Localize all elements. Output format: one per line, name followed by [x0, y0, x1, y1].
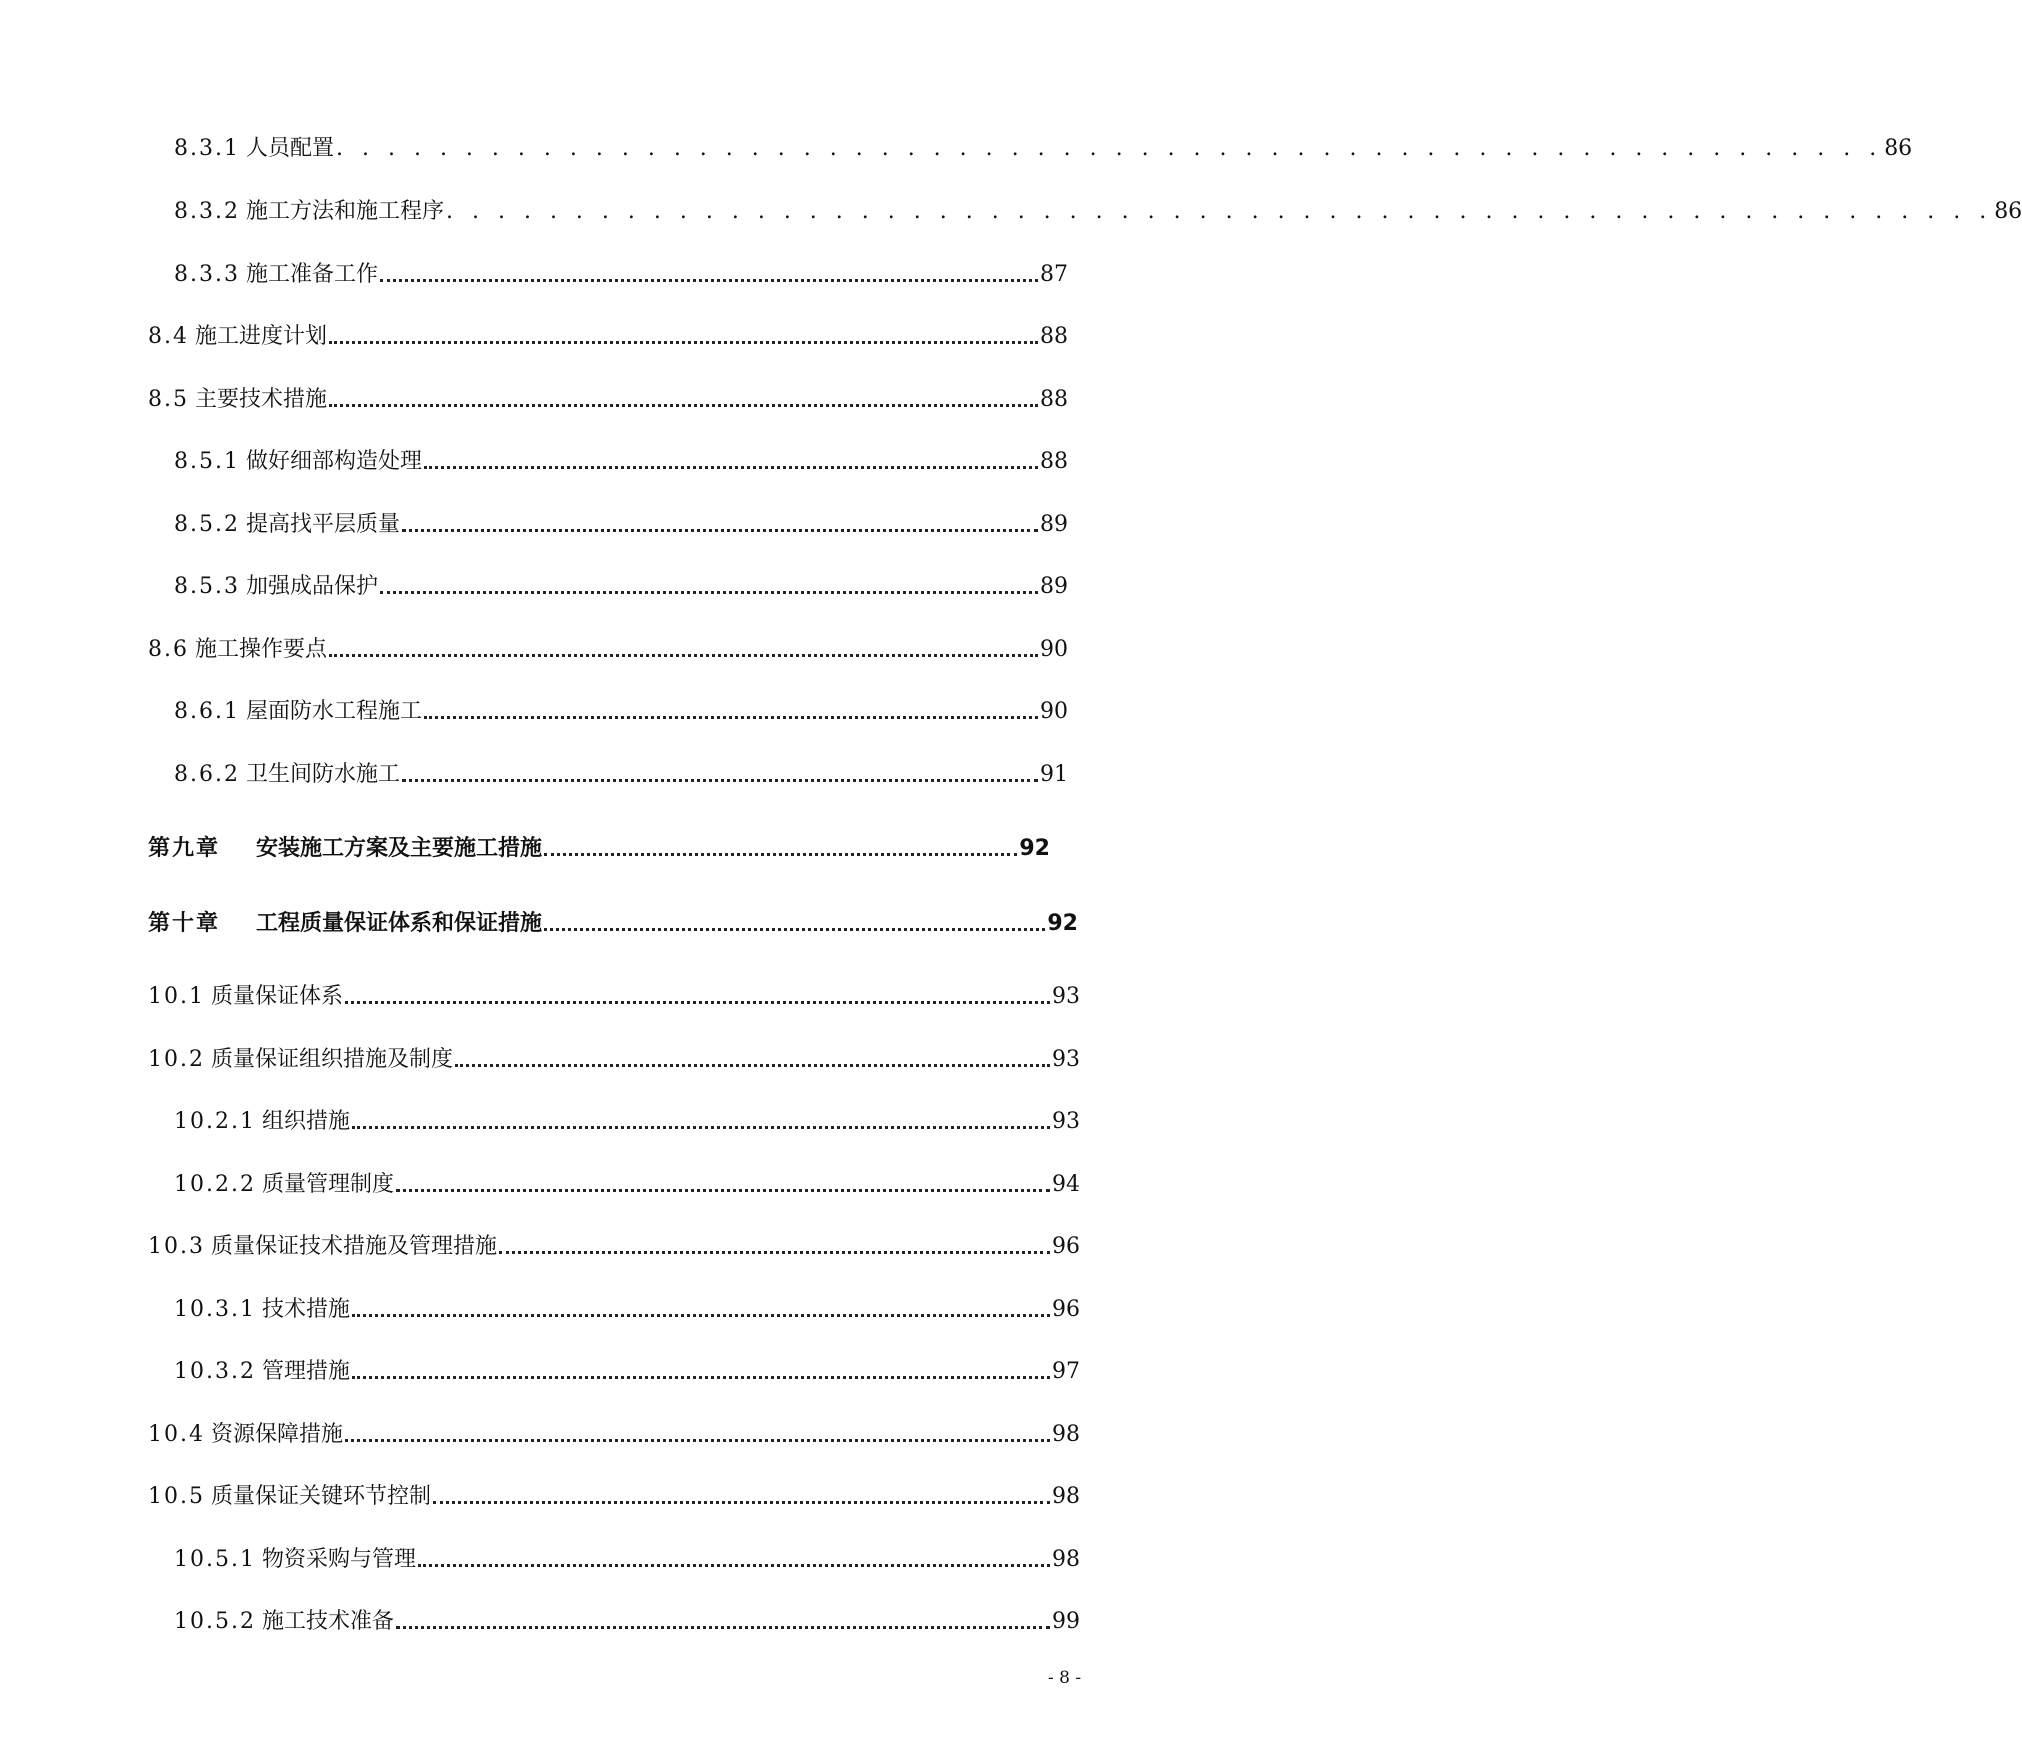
- toc-chapter-page: 92: [1019, 836, 1050, 861]
- toc-entry[interactable]: [148, 1482, 1080, 1512]
- toc-entry-number: 10.5: [148, 1484, 205, 1509]
- toc-entry[interactable]: [174, 760, 1068, 790]
- toc-chapter-title: 安装施工方案及主要施工措施: [256, 836, 543, 861]
- toc-entry-page: 96: [1052, 1234, 1080, 1259]
- toc-entry-title: 物资采购与管理: [261, 1547, 416, 1572]
- toc-entry-title: 施工进度计划: [195, 324, 328, 349]
- toc-entry[interactable]: [174, 572, 1068, 602]
- toc-entry-title: 施工技术准备: [261, 1609, 394, 1634]
- dot-leader: [329, 654, 1038, 657]
- toc-entry-page: 86: [1994, 199, 2022, 224]
- dot-leader: [396, 1626, 1050, 1629]
- toc-entry-page: 89: [1040, 512, 1068, 537]
- toc-entry[interactable]: [174, 1170, 1080, 1200]
- toc-entry-number: 8.4: [148, 324, 189, 349]
- toc-entry[interactable]: [174, 1107, 1080, 1137]
- toc-entry-number: 8.3.1: [174, 136, 240, 161]
- toc-entry-number: 10.2: [148, 1047, 205, 1072]
- toc-entry-title: 管理措施: [261, 1359, 350, 1384]
- dot-leader: . . . . . . . . . . . . . . . . . . . . . . . . . . . . . . . . . . . . . . . . . . . . . . . . . . . . . . . . . . . .: [336, 136, 1883, 161]
- toc-entry-page: 93: [1052, 984, 1080, 1009]
- dot-leader: [329, 341, 1038, 344]
- toc-entry[interactable]: [148, 322, 1068, 352]
- toc-entry-title: 施工准备工作: [245, 262, 378, 287]
- dot-leader: [380, 279, 1038, 282]
- toc-entry-page: 90: [1040, 637, 1068, 662]
- toc-entry-page: 93: [1052, 1109, 1080, 1134]
- dot-leader: [418, 1564, 1050, 1567]
- dot-leader: [455, 1064, 1050, 1067]
- toc-entry-title: 主要技术措施: [195, 387, 328, 412]
- toc-entry-number: 8.5.1: [174, 449, 240, 474]
- toc-entry-page: 90: [1040, 699, 1068, 724]
- toc-entry-title: 屋面防水工程施工: [245, 699, 422, 724]
- toc-entry-title: 质量保证体系: [210, 984, 343, 1009]
- dot-leader: [396, 1189, 1050, 1192]
- toc-entry-number: 8.5: [148, 387, 189, 412]
- toc-entry[interactable]: [148, 1232, 1080, 1262]
- dot-leader: [402, 529, 1038, 532]
- toc-entry-number: 8.3.3: [174, 262, 240, 287]
- toc-entry-title: 组织措施: [261, 1109, 350, 1134]
- toc-entry[interactable]: [148, 1420, 1080, 1450]
- toc-entry[interactable]: [174, 510, 1068, 540]
- toc-entry-number: 10.2.2: [174, 1172, 256, 1197]
- toc-entry-number: 8.6.1: [174, 699, 240, 724]
- toc-entry-title: 施工方法和施工程序: [245, 199, 444, 224]
- toc-entry[interactable]: [174, 1607, 1080, 1637]
- toc-entry-page: 88: [1040, 324, 1068, 349]
- dot-leader: [352, 1314, 1050, 1317]
- toc-entry-number: 8.5.2: [174, 512, 240, 537]
- toc-entry-title: 加强成品保护: [245, 574, 378, 599]
- toc-chapter-number: 第九章: [148, 836, 221, 861]
- toc-entry-title: 卫生间防水施工: [245, 762, 400, 787]
- toc-entry[interactable]: [174, 697, 1068, 727]
- toc-entry-number: 8.6: [148, 637, 189, 662]
- dot-leader: [380, 591, 1038, 594]
- toc-entry-page: 99: [1052, 1609, 1080, 1634]
- dot-leader: [352, 1126, 1050, 1129]
- toc-entry[interactable]: [148, 635, 1068, 665]
- toc-entry-title: 质量管理制度: [261, 1172, 394, 1197]
- toc-entry-number: 10.3: [148, 1234, 205, 1259]
- toc-entry-number: 8.3.2: [174, 199, 240, 224]
- toc-entry-title: 资源保障措施: [210, 1422, 343, 1447]
- toc-entry-page: 98: [1052, 1547, 1080, 1572]
- toc-entry-number: 10.2.1: [174, 1109, 256, 1134]
- toc-entry[interactable]: [174, 134, 1913, 164]
- toc-entry[interactable]: [174, 260, 1068, 290]
- toc-entry-page: 86: [1884, 136, 1913, 161]
- toc-entry-number: 10.3.1: [174, 1297, 256, 1322]
- toc-entry-page: 96: [1052, 1297, 1080, 1322]
- toc-entry[interactable]: [148, 982, 1080, 1012]
- dot-leader: [345, 1001, 1050, 1004]
- toc-entry[interactable]: [174, 1357, 1080, 1387]
- toc-entry-number: 10.4: [148, 1422, 205, 1447]
- toc-entry-title: 质量保证组织措施及制度: [210, 1047, 453, 1072]
- toc-chapter-title: 工程质量保证体系和保证措施: [256, 911, 543, 936]
- toc-entry[interactable]: [174, 447, 1068, 477]
- toc-entry-title: 技术措施: [261, 1297, 350, 1322]
- toc-entry[interactable]: [148, 385, 1068, 415]
- toc-entry-title: 人员配置: [245, 136, 334, 161]
- dot-leader: [544, 928, 1045, 931]
- toc-chapter-entry[interactable]: [148, 834, 1050, 864]
- toc-chapter-entry[interactable]: [148, 909, 1078, 939]
- toc-entry-title: 做好细部构造处理: [245, 449, 422, 474]
- toc-entry-title: 提高找平层质量: [245, 512, 400, 537]
- page-number: - 8 -: [1048, 1668, 1082, 1688]
- toc-entry[interactable]: [174, 1545, 1080, 1575]
- toc-entry-number: 10.5.2: [174, 1609, 256, 1634]
- toc-entry-number: 10.1: [148, 984, 205, 1009]
- toc-entry-page: 97: [1052, 1359, 1080, 1384]
- toc-entry-title: 质量保证关键环节控制: [210, 1484, 431, 1509]
- dot-leader: [424, 466, 1038, 469]
- dot-leader: [433, 1501, 1050, 1504]
- toc-entry-number: 8.5.3: [174, 574, 240, 599]
- dot-leader: . . . . . . . . . . . . . . . . . . . . . . . . . . . . . . . . . . . . . . . . . . . . . . . . . . . . . . . . . . . .: [446, 199, 1993, 224]
- toc-entry-page: 98: [1052, 1422, 1080, 1447]
- toc-chapter-number: 第十章: [148, 911, 221, 936]
- toc-entry-page: 93: [1052, 1047, 1080, 1072]
- toc-entry[interactable]: [174, 197, 2022, 227]
- toc-entry-page: 91: [1040, 762, 1068, 787]
- toc-entry-number: 10.5.1: [174, 1547, 256, 1572]
- toc-entry-page: 98: [1052, 1484, 1080, 1509]
- toc-chapter-page: 92: [1047, 911, 1078, 936]
- toc-entry-page: 94: [1052, 1172, 1080, 1197]
- dot-leader: [424, 716, 1038, 719]
- toc-entry-page: 88: [1040, 449, 1068, 474]
- toc-entry[interactable]: [174, 1295, 1080, 1325]
- toc-entry-title: 质量保证技术措施及管理措施: [210, 1234, 497, 1259]
- toc-entry-page: 88: [1040, 387, 1068, 412]
- toc-entry-page: 89: [1040, 574, 1068, 599]
- dot-leader: [352, 1376, 1050, 1379]
- dot-leader: [345, 1439, 1050, 1442]
- toc-entry-page: 87: [1040, 262, 1068, 287]
- toc-entry[interactable]: [148, 1045, 1080, 1075]
- dot-leader: [499, 1251, 1050, 1254]
- dot-leader: [329, 404, 1038, 407]
- dot-leader: [544, 853, 1017, 856]
- toc-entry-number: 8.6.2: [174, 762, 240, 787]
- toc-entry-title: 施工操作要点: [195, 637, 328, 662]
- toc-entry-number: 10.3.2: [174, 1359, 256, 1384]
- dot-leader: [402, 779, 1038, 782]
